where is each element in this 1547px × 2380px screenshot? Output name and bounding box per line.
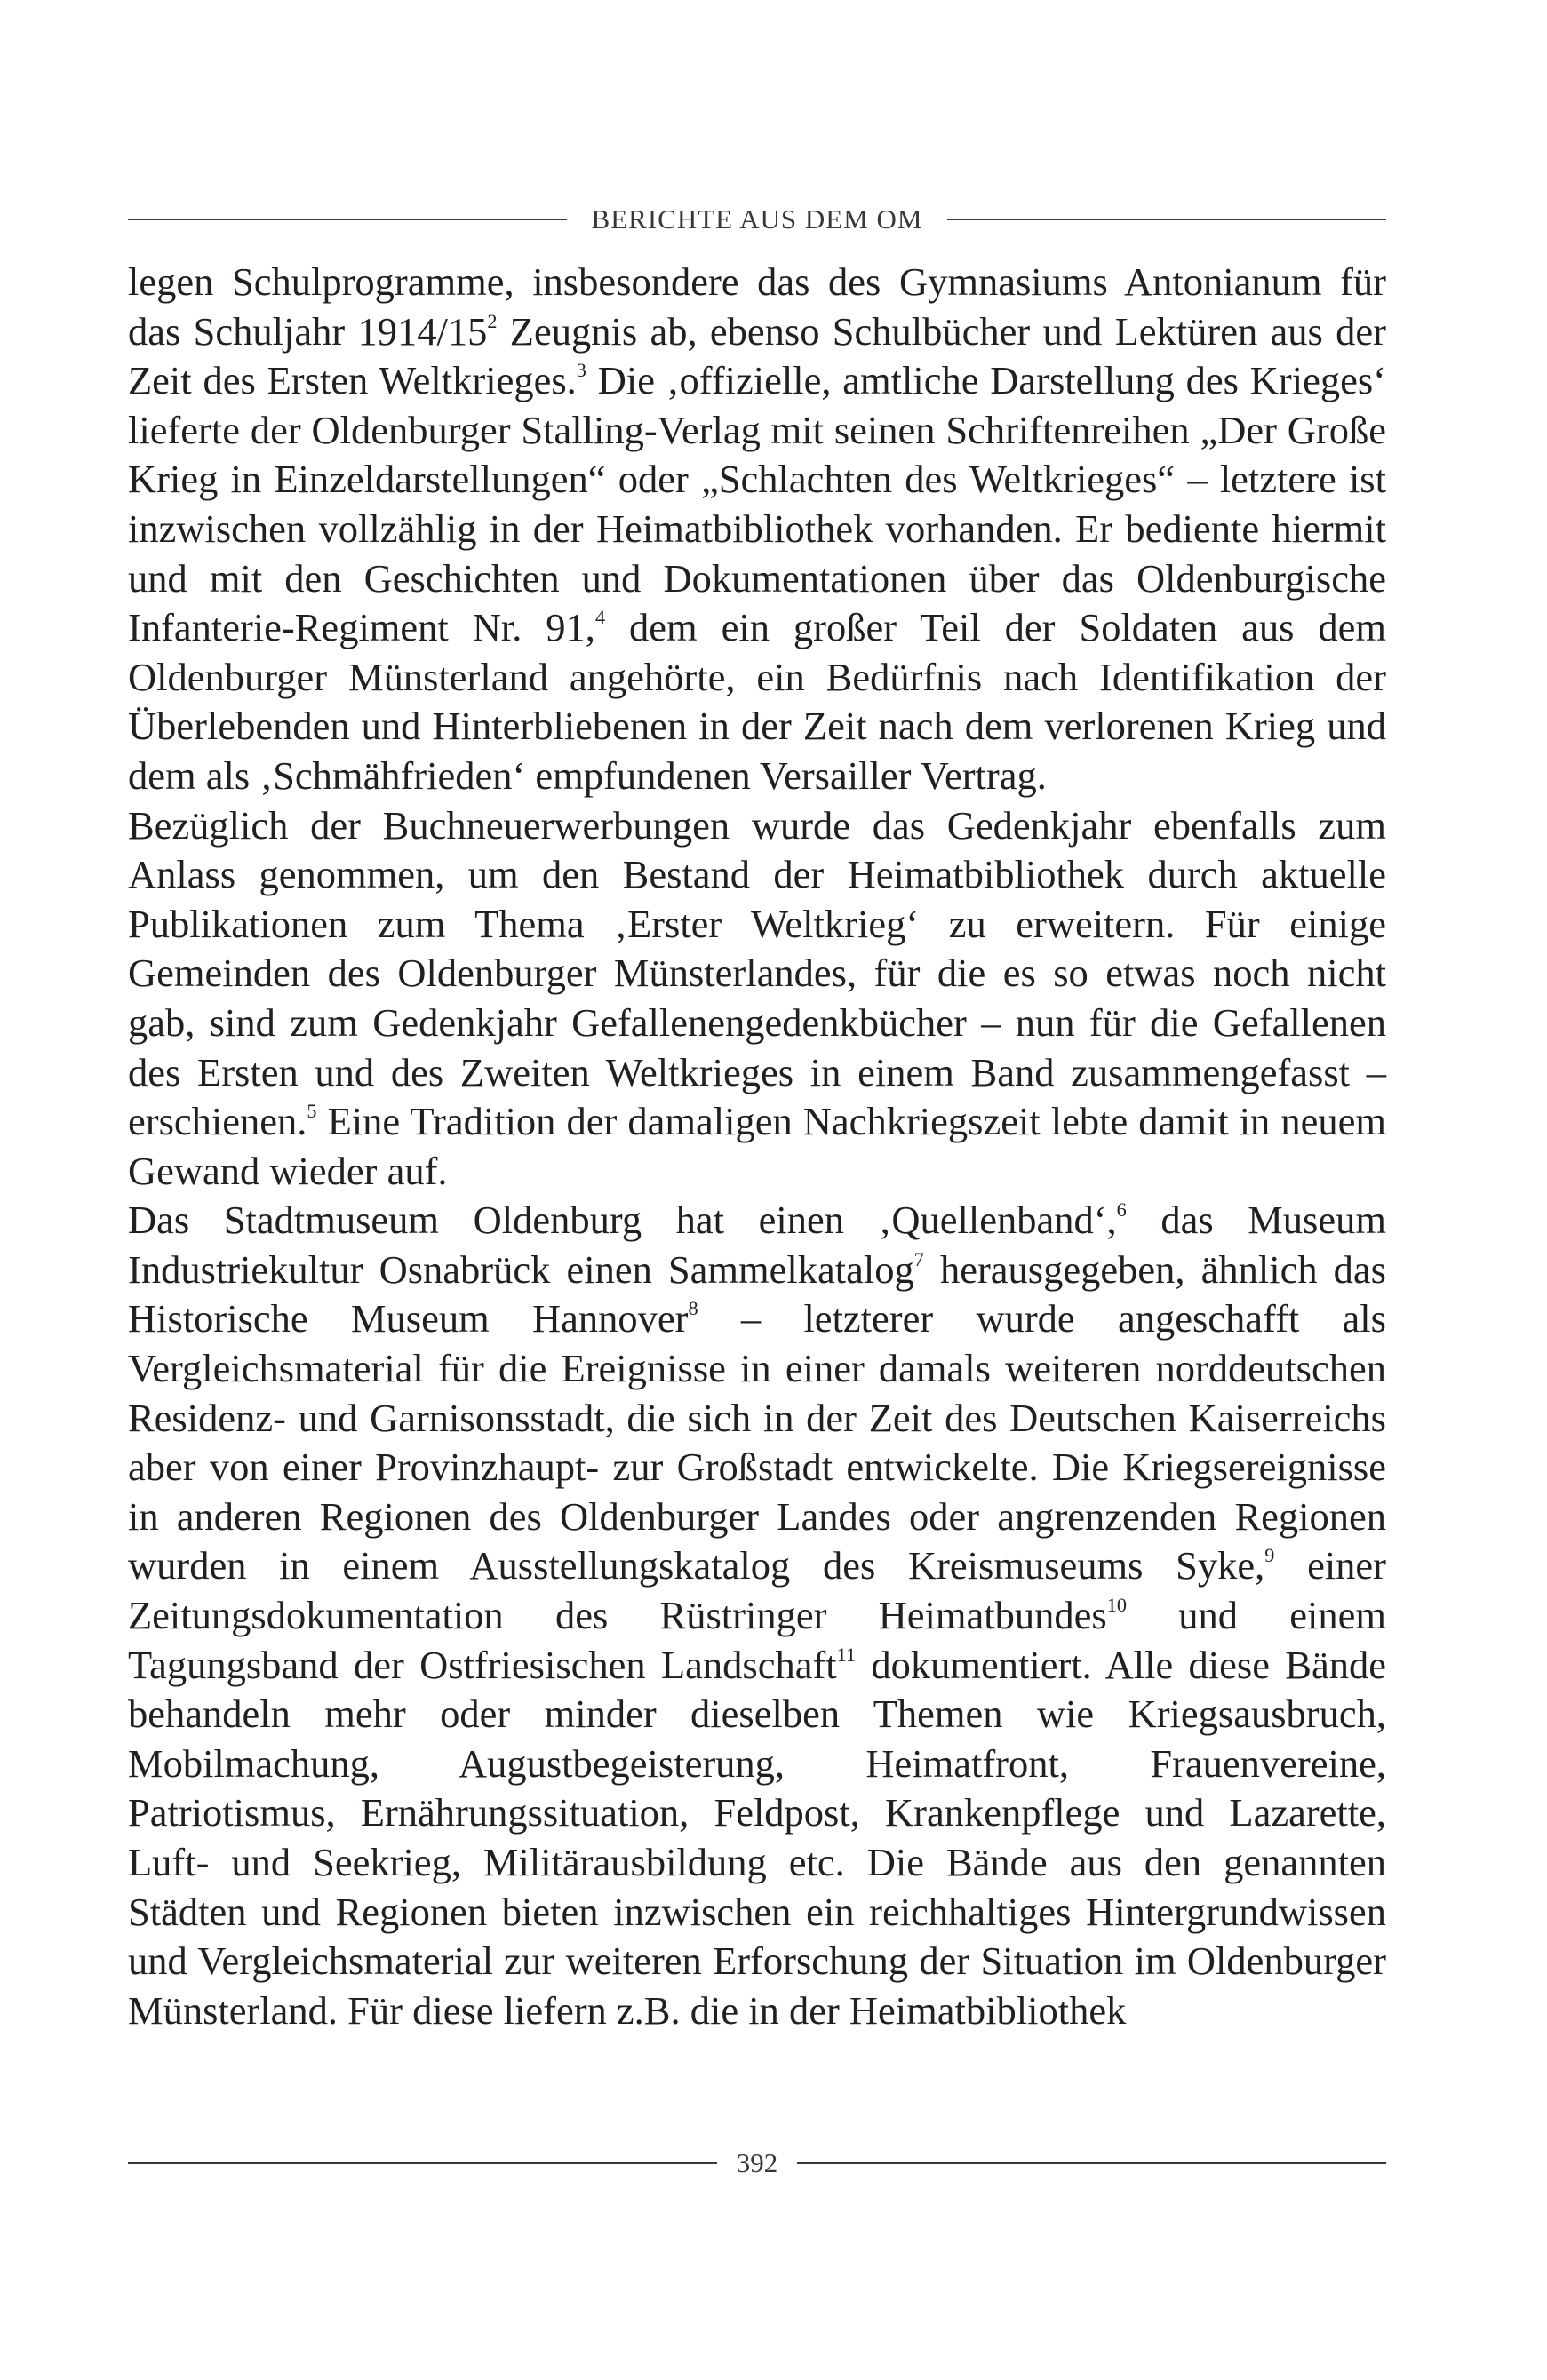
footnote-ref-8: 8 xyxy=(688,1297,698,1320)
paragraph-3-text-2: das Museum Industriekultur Osnabrück einen Sammelkatalog xyxy=(128,1198,1386,1292)
footnote-ref-9: 9 xyxy=(1264,1544,1275,1567)
paragraph-2-text-2: Eine Tradition der damaligen Nachkriegszeit lebte damit in neuem Gewand wieder auf. xyxy=(128,1099,1386,1193)
footer-rule-left xyxy=(128,2162,717,2164)
footnote-ref-10: 10 xyxy=(1106,1594,1127,1617)
running-header xyxy=(128,197,1386,242)
paragraph-2 xyxy=(128,801,1386,1197)
paragraph-1 xyxy=(128,258,1386,801)
footer-rule-right xyxy=(797,2162,1386,2164)
paragraph-1-text-4: dem ein großer Teil der Soldaten aus dem Oldenburger Münsterland angehörte, ein Bedürfnis nach Identifikation der Überlebenden und Hinterbliebenen in der Zeit nach dem verlorenen Krieg und dem als ‚Schmähfrieden‘ empfundenen Versailler Vertrag. xyxy=(128,605,1386,798)
paragraph-3-text-3: herausgegeben, ähnlich das Historische Museum Hannover xyxy=(128,1246,1386,1341)
paragraph-1-text-3: Die ‚offizielle, amtliche Darstellung des Krieges‘ lieferte der Oldenburger Stalling-Verlag mit seinen Schriftenreihen „Der Große Krieg in Einzeldarstellungen“ oder „Schlachten des Weltkrieges“ – letztere ist inzwischen vollzählig in der Heimatbibliothek vorhanden. Er bediente hiermit und mit den Geschichten und Dokumentationen über das Oldenburgische Infanterie-Regiment Nr. 91, xyxy=(128,358,1386,650)
paragraph-3-text-4: – letzterer wurde angeschafft als Vergleichsmaterial für die Ereignisse in einer damals weiteren norddeutschen Residenz- und Garnisonsstadt, die sich in der Zeit des Deutschen Kaiserreichs aber von einer Provinzhaupt- zur Großstadt entwickelte. Die Kriegsereignisse in anderen Regionen des Oldenburger Landes oder angrenzenden Regionen wurden in einem Ausstellungskatalog des Kreismuseums Syke, xyxy=(128,1296,1386,1588)
footnote-ref-2: 2 xyxy=(487,309,498,332)
paragraph-1-text-1: legen Schulprogramme, insbesondere das des Gymnasiums Antonianum für das Schuljahr 1914/15 xyxy=(128,259,1386,354)
paragraph-1-text-2: Zeugnis ab, ebenso Schulbücher und Lektüren aus der Zeit des Ersten Weltkrieges. xyxy=(128,308,1386,403)
header-rule-left xyxy=(128,219,567,220)
page-number: 392 xyxy=(736,2147,778,2178)
footnote-ref-6: 6 xyxy=(1116,1198,1127,1222)
footnote-ref-5: 5 xyxy=(307,1100,317,1123)
footnote-ref-7: 7 xyxy=(913,1247,924,1270)
body-text xyxy=(128,258,1386,2035)
footnote-ref-4: 4 xyxy=(594,606,606,629)
paragraph-3-text-6: und einem Tagungsband der Ostfriesischen Landschaft xyxy=(128,1593,1387,1687)
running-title: BERICHTE AUS DEM OM xyxy=(591,203,923,235)
page-footer xyxy=(128,2141,1386,2185)
paragraph-3-text-1: Das Stadtmuseum Oldenburg hat einen ‚Quellenband‘, xyxy=(128,1198,1117,1243)
header-rule-right xyxy=(947,219,1386,220)
paragraph-3 xyxy=(128,1196,1386,2035)
paragraph-3-text-5: einer Zeitungsdokumentation des Rüstringer Heimatbundes xyxy=(128,1543,1387,1638)
footnote-ref-11: 11 xyxy=(836,1643,857,1666)
footnote-ref-3: 3 xyxy=(576,359,586,382)
paragraph-2-text-1: Bezüglich der Buchneuerwerbungen wurde das Gedenkjahr ebenfalls zum Anlass genommen, um den Bestand der Heimatbibliothek durch aktuelle Publikationen zum Thema ‚Erster Weltkrieg‘ zu erweitern. Für einige Gemeinden des Oldenburger Münsterlandes, für die es so etwas noch nicht gab, sind zum Gedenkjahr Gefallenengedenkbücher – nun für die Gefallenen des Ersten und des Zweiten Weltkrieges in einem Band zusammengefasst – erschienen. xyxy=(128,802,1386,1144)
paragraph-3-text-7: dokumentiert. Alle diese Bände behandeln mehr oder minder dieselben Themen wie Kriegsausbruch, Mobilmachung, Augustbegeisterung, Heimatfront, Frauenvereine, Patriotismus, Ernährungssituation, Feldpost, Krankenpflege und Lazarette, Luft- und Seekrieg, Militärausbildung etc. Die Bände aus den genannten Städten und Regionen bieten inzwischen ein reichhaltiges Hintergrundwissen und Vergleichsmaterial zur weiteren Erforschung der Situation im Oldenburger Münsterland. Für diese liefern z.B. die in der Heimatbibliothek xyxy=(128,1642,1386,2033)
document-page xyxy=(128,0,1386,2380)
